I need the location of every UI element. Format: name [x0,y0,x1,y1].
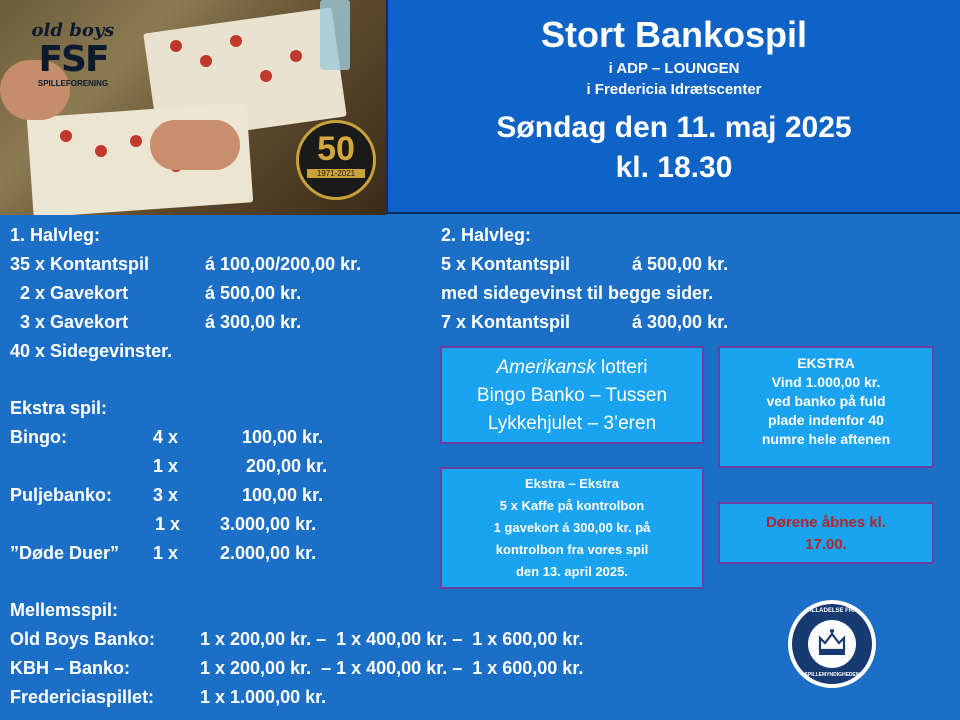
second-half-row-value: á 500,00 kr. [632,254,729,274]
first-half-row-label: 35 x Kontantspil [10,254,150,274]
extra-game-count: 1 x [153,456,179,476]
extra-games-title: Ekstra spil: [10,398,108,418]
intermediate-game-prizes: 1 x 1.000,00 kr. [200,687,327,707]
bingo-photo [0,0,386,215]
extra-game-amount: 100,00 kr. [242,427,324,447]
venue-line-1: i ADP – LOUNGEN [608,60,740,77]
extra-game-amount: 2.000,00 kr. [220,543,317,563]
event-time: kl. 18.30 [615,151,733,184]
second-half-row-label: 7 x Kontantspil [441,312,571,332]
second-half-row-text: med sidegevinst til begge sider. [441,283,714,303]
extra-game-name: ”Døde Duer” [10,543,120,563]
extra-prize-line: plade indenfor 40 [768,412,884,428]
first-half-row-value: á 300,00 kr. [205,312,302,332]
second-half-row-label: 5 x Kontantspil [441,254,571,274]
doors-open-box [718,502,934,564]
extra-extra-box [440,467,704,589]
event-title: Stort Bankospil [540,14,808,55]
extra-prize-title: EKSTRA [797,355,855,371]
first-half-row-label: 2 x Gavekort [10,283,129,303]
doors-open-line-2: 17.00. [805,536,847,553]
extra-game-count: 1 x [153,543,179,563]
extra-game-count: 4 x [153,427,179,447]
extra-game-count: 3 x [153,485,179,505]
intermediate-title: Mellemsspil: [10,600,119,620]
anniversary-years: 1971-2021 [307,169,365,178]
gambling-authority-seal [786,598,878,690]
extra-extra-line: kontrolbon fra vores spil [495,542,649,557]
lottery-line-3: Lykkehjulet – 3’eren [487,413,657,434]
lottery-line-1 [442,354,702,382]
anniversary-number: 50 [317,130,355,168]
logo-text-mid: FSF [38,39,108,80]
first-half-row-label: 3 x Gavekort [10,312,129,332]
venue-line-2: i Fredericia Idrætscenter [586,81,762,98]
extra-game-amount: 100,00 kr. [242,485,324,505]
intermediate-game-name: Fredericiaspillet: [10,687,155,707]
intermediate-game-name: Old Boys Banko: [10,629,156,649]
first-half-row-value: á 500,00 kr. [205,283,302,303]
lottery-line-2: Bingo Banko – Tussen [476,385,668,406]
extra-game-count: 1 x [155,514,181,534]
bottle [320,0,350,70]
extra-game-name: Puljebanko: [10,485,113,505]
lottery-box [440,346,704,444]
extra-prize-box [718,346,934,468]
logo-text-bottom: SPILLEFORENING [37,79,109,88]
event-date: Søndag den 11. maj 2025 [496,111,852,144]
second-half-row-value: á 300,00 kr. [632,312,729,332]
extra-extra-line: 1 gavekort á 300,00 kr. på [493,520,651,535]
intermediate-game-prizes: 1 x 200,00 kr. – 1 x 400,00 kr. – 1 x 600,00 kr. [200,658,584,678]
extra-extra-line: den 13. april 2025. [515,564,628,579]
extra-extra-line: 5 x Kaffe på kontrolbon [499,498,645,513]
old-boys-logo [18,20,128,110]
anniversary-badge [296,120,376,200]
intermediate-game-prizes: 1 x 200,00 kr. – 1 x 400,00 kr. – 1 x 600,00 kr. [200,629,584,649]
extra-game-name: Bingo: [10,427,67,447]
event-header [386,0,960,214]
lottery-line-1-rest: lotteri [595,357,648,378]
first-half-title: 1. Halvleg: [10,225,101,245]
extra-extra-line: Ekstra – Ekstra [525,476,619,491]
doors-open-line-1: Dørene åbnes kl. [765,514,887,531]
extra-game-amount: 3.000,00 kr. [220,514,317,534]
seal-text-top: TILLADELSE FRA [806,608,858,614]
seal-text-bottom: SPILLEMYNDIGHEDEN [804,672,860,678]
first-half-row-value: á 100,00/200,00 kr. [205,254,362,274]
extra-prize-line: ved banko på fuld [766,393,886,409]
first-half-row-label: 40 x Sidegevinster. [10,341,173,361]
extra-game-amount: 200,00 kr. [246,456,328,476]
extra-prize-line: Vind 1.000,00 kr. [771,374,881,390]
intermediate-game-name: KBH – Banko: [10,658,131,678]
hand [150,120,240,170]
second-half-title: 2. Halvleg: [441,225,532,245]
extra-prize-line: numre hele aftenen [761,431,891,447]
lottery-line-1-italic: Amerikansk [496,357,596,378]
logo-text-top: old boys [31,20,115,41]
